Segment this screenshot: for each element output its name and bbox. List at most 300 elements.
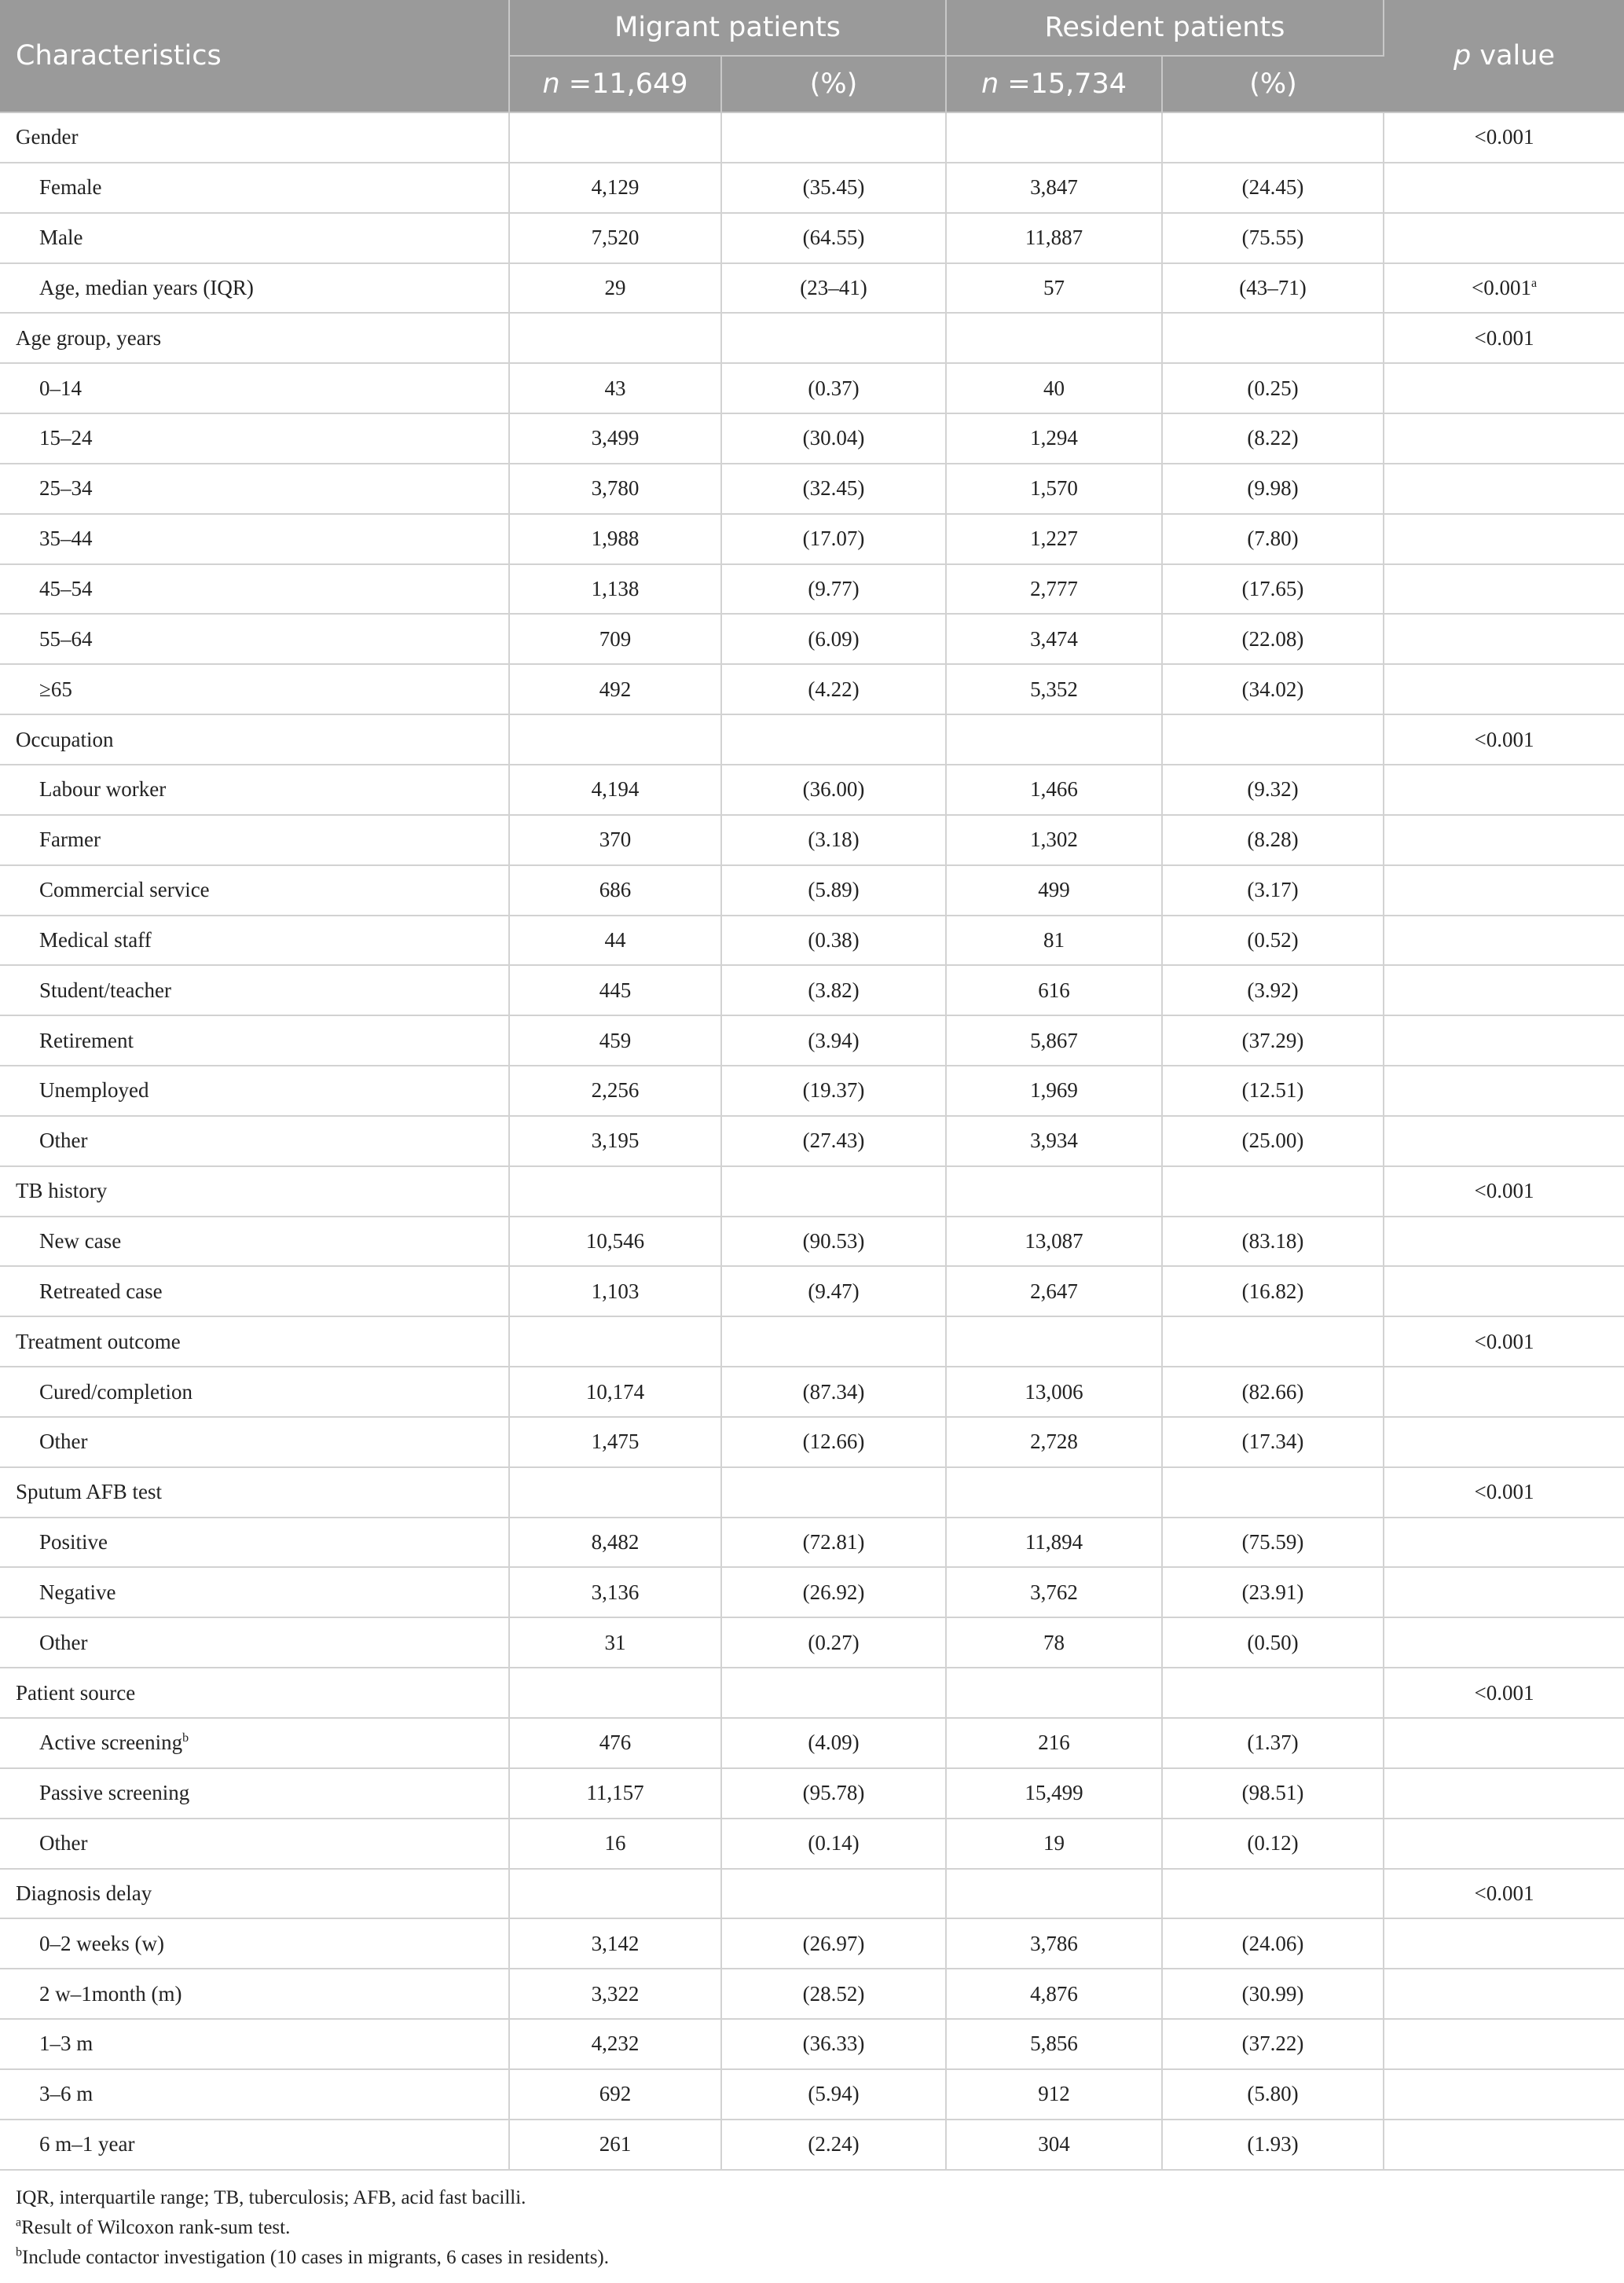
p-value-cell: <0.001 bbox=[1384, 112, 1624, 163]
migrant-n-cell bbox=[509, 1316, 721, 1367]
row-label: Age group, years bbox=[0, 313, 509, 363]
resident-pct-cell: (82.66) bbox=[1162, 1367, 1384, 1417]
row-label: Farmer bbox=[0, 815, 509, 865]
resident-n-cell: 81 bbox=[946, 916, 1162, 966]
resident-pct-cell: (37.29) bbox=[1162, 1015, 1384, 1066]
resident-n-cell: 1,570 bbox=[946, 464, 1162, 514]
resident-pct-cell bbox=[1162, 1668, 1384, 1718]
table-row bbox=[0, 865, 1624, 916]
migrant-n-cell: 4,194 bbox=[509, 765, 721, 815]
migrant-pct-cell: (0.38) bbox=[721, 916, 946, 966]
migrant-pct-cell: (26.97) bbox=[721, 1918, 946, 1969]
migrant-pct-cell: (19.37) bbox=[721, 1066, 946, 1116]
resident-n-cell bbox=[946, 112, 1162, 163]
table-row bbox=[0, 363, 1624, 413]
migrant-pct-cell: (5.94) bbox=[721, 2069, 946, 2120]
p-value-cell bbox=[1384, 2120, 1624, 2170]
p-value-cell bbox=[1384, 1066, 1624, 1116]
migrant-n-cell: 31 bbox=[509, 1617, 721, 1668]
p-value-cell bbox=[1384, 1266, 1624, 1316]
header-resident-n: n =15,734 bbox=[946, 56, 1162, 112]
p-value-cell bbox=[1384, 413, 1624, 464]
migrant-pct-cell: (3.82) bbox=[721, 965, 946, 1015]
resident-pct-cell bbox=[1162, 313, 1384, 363]
row-label: Other bbox=[0, 1617, 509, 1668]
header-migrant-n: n =11,649 bbox=[509, 56, 721, 112]
migrant-n-cell bbox=[509, 1668, 721, 1718]
migrant-n-cell: 3,136 bbox=[509, 1567, 721, 1617]
table-row bbox=[0, 263, 1624, 314]
resident-n-cell: 5,856 bbox=[946, 2019, 1162, 2069]
resident-pct-cell: (43–71) bbox=[1162, 263, 1384, 314]
migrant-pct-cell bbox=[721, 313, 946, 363]
table-group-row bbox=[0, 714, 1624, 765]
header-characteristics: Characteristics bbox=[0, 0, 509, 112]
resident-pct-cell: (75.59) bbox=[1162, 1518, 1384, 1568]
migrant-pct-cell: (35.45) bbox=[721, 163, 946, 213]
resident-n-cell: 1,227 bbox=[946, 514, 1162, 564]
row-label: Active screening$^b$ bbox=[0, 1718, 509, 1768]
migrant-n-cell: 7,520 bbox=[509, 213, 721, 263]
resident-pct-cell: (17.65) bbox=[1162, 564, 1384, 615]
resident-n-cell: 40 bbox=[946, 363, 1162, 413]
p-value-cell bbox=[1384, 363, 1624, 413]
resident-pct-cell: (16.82) bbox=[1162, 1266, 1384, 1316]
p-value-cell bbox=[1384, 514, 1624, 564]
resident-pct-cell: (24.45) bbox=[1162, 163, 1384, 213]
row-label: Cured/completion bbox=[0, 1367, 509, 1417]
row-label: Other bbox=[0, 1819, 509, 1869]
row-label: Occupation bbox=[0, 714, 509, 765]
p-value-cell bbox=[1384, 1768, 1624, 1819]
p-value-cell bbox=[1384, 765, 1624, 815]
resident-pct-cell: (8.22) bbox=[1162, 413, 1384, 464]
p-value-cell bbox=[1384, 2019, 1624, 2069]
resident-pct-cell: (5.80) bbox=[1162, 2069, 1384, 2120]
migrant-pct-cell: (9.47) bbox=[721, 1266, 946, 1316]
resident-n-cell: 11,887 bbox=[946, 213, 1162, 263]
migrant-pct-cell: (6.09) bbox=[721, 614, 946, 664]
table-row bbox=[0, 815, 1624, 865]
migrant-pct-cell: (12.66) bbox=[721, 1417, 946, 1467]
migrant-n-cell: 1,103 bbox=[509, 1266, 721, 1316]
migrant-pct-cell bbox=[721, 1668, 946, 1718]
table-row bbox=[0, 1066, 1624, 1116]
migrant-n-cell: 492 bbox=[509, 664, 721, 714]
resident-pct-cell: (1.93) bbox=[1162, 2120, 1384, 2170]
p-value-cell bbox=[1384, 1417, 1624, 1467]
migrant-n-cell bbox=[509, 1467, 721, 1518]
row-label: 2 w–1month (m) bbox=[0, 1969, 509, 2019]
migrant-n-cell: 3,322 bbox=[509, 1969, 721, 2019]
p-value-cell bbox=[1384, 564, 1624, 615]
resident-n-cell: 13,006 bbox=[946, 1367, 1162, 1417]
p-value-cell: <0.001 bbox=[1384, 313, 1624, 363]
resident-pct-cell bbox=[1162, 1869, 1384, 1919]
migrant-n-cell bbox=[509, 112, 721, 163]
migrant-n-cell bbox=[509, 313, 721, 363]
table-row bbox=[0, 1819, 1624, 1869]
migrant-pct-cell: (2.24) bbox=[721, 2120, 946, 2170]
migrant-n-cell: 16 bbox=[509, 1819, 721, 1869]
p-value-cell bbox=[1384, 1969, 1624, 2019]
row-label: Passive screening bbox=[0, 1768, 509, 1819]
resident-n-cell bbox=[946, 1668, 1162, 1718]
table-row bbox=[0, 163, 1624, 213]
resident-pct-cell: (12.51) bbox=[1162, 1066, 1384, 1116]
migrant-pct-cell: (64.55) bbox=[721, 213, 946, 263]
row-label: 0–2 weeks (w) bbox=[0, 1918, 509, 1969]
resident-pct-cell: (22.08) bbox=[1162, 614, 1384, 664]
resident-n-cell bbox=[946, 1869, 1162, 1919]
row-label: Retirement bbox=[0, 1015, 509, 1066]
migrant-n-cell: 3,195 bbox=[509, 1116, 721, 1166]
migrant-n-cell: 4,129 bbox=[509, 163, 721, 213]
migrant-n-cell: 445 bbox=[509, 965, 721, 1015]
resident-pct-cell: (30.99) bbox=[1162, 1969, 1384, 2019]
resident-pct-cell: (37.22) bbox=[1162, 2019, 1384, 2069]
migrant-pct-cell: (32.45) bbox=[721, 464, 946, 514]
table-group-row bbox=[0, 1467, 1624, 1518]
p-value-cell bbox=[1384, 865, 1624, 916]
migrant-n-cell: 709 bbox=[509, 614, 721, 664]
resident-n-cell: 304 bbox=[946, 2120, 1162, 2170]
p-value-cell bbox=[1384, 163, 1624, 213]
table-group-row bbox=[0, 1869, 1624, 1919]
p-value-cell: <0.001 bbox=[1384, 714, 1624, 765]
resident-pct-cell: (9.32) bbox=[1162, 765, 1384, 815]
resident-n-cell: 616 bbox=[946, 965, 1162, 1015]
resident-n-cell: 1,466 bbox=[946, 765, 1162, 815]
resident-n-cell: 3,762 bbox=[946, 1567, 1162, 1617]
row-label: Gender bbox=[0, 112, 509, 163]
migrant-pct-cell: (26.92) bbox=[721, 1567, 946, 1617]
p-value-cell: <0.001$^a$ bbox=[1384, 263, 1624, 314]
row-label: Patient source bbox=[0, 1668, 509, 1718]
row-label: 25–34 bbox=[0, 464, 509, 514]
migrant-n-cell: 692 bbox=[509, 2069, 721, 2120]
resident-n-cell: 216 bbox=[946, 1718, 1162, 1768]
migrant-pct-cell: (95.78) bbox=[721, 1768, 946, 1819]
migrant-n-cell: 3,780 bbox=[509, 464, 721, 514]
resident-n-cell bbox=[946, 714, 1162, 765]
migrant-pct-cell bbox=[721, 1166, 946, 1217]
resident-pct-cell: (25.00) bbox=[1162, 1116, 1384, 1166]
table-row bbox=[0, 1918, 1624, 1969]
row-label: 0–14 bbox=[0, 363, 509, 413]
migrant-n-cell: 4,232 bbox=[509, 2019, 721, 2069]
resident-pct-cell: (83.18) bbox=[1162, 1217, 1384, 1267]
resident-n-cell: 3,474 bbox=[946, 614, 1162, 664]
resident-n-cell: 3,786 bbox=[946, 1918, 1162, 1969]
migrant-pct-cell: (9.77) bbox=[721, 564, 946, 615]
table-row bbox=[0, 213, 1624, 263]
migrant-n-cell: 1,475 bbox=[509, 1417, 721, 1467]
resident-n-cell: 19 bbox=[946, 1819, 1162, 1869]
p-value-cell: <0.001 bbox=[1384, 1316, 1624, 1367]
p-value-cell bbox=[1384, 1718, 1624, 1768]
table-row bbox=[0, 2069, 1624, 2120]
resident-pct-cell bbox=[1162, 1316, 1384, 1367]
p-value-cell bbox=[1384, 2069, 1624, 2120]
resident-n-cell: 3,934 bbox=[946, 1116, 1162, 1166]
migrant-n-cell: 3,142 bbox=[509, 1918, 721, 1969]
migrant-n-cell: 476 bbox=[509, 1718, 721, 1768]
migrant-n-cell: 29 bbox=[509, 263, 721, 314]
row-label: Female bbox=[0, 163, 509, 213]
migrant-n-cell: 44 bbox=[509, 916, 721, 966]
migrant-pct-cell bbox=[721, 1467, 946, 1518]
migrant-pct-cell: (4.22) bbox=[721, 664, 946, 714]
migrant-n-cell: 370 bbox=[509, 815, 721, 865]
resident-n-cell: 1,294 bbox=[946, 413, 1162, 464]
migrant-n-cell: 261 bbox=[509, 2120, 721, 2170]
resident-pct-cell bbox=[1162, 1166, 1384, 1217]
table-row bbox=[0, 1015, 1624, 1066]
resident-pct-cell: (23.91) bbox=[1162, 1567, 1384, 1617]
migrant-pct-cell: (28.52) bbox=[721, 1969, 946, 2019]
migrant-n-cell: 8,482 bbox=[509, 1518, 721, 1568]
p-value-cell bbox=[1384, 815, 1624, 865]
p-value-cell bbox=[1384, 1116, 1624, 1166]
table-group-row bbox=[0, 1668, 1624, 1718]
resident-n-cell bbox=[946, 1316, 1162, 1367]
resident-pct-cell: (3.92) bbox=[1162, 965, 1384, 1015]
migrant-pct-cell: (5.89) bbox=[721, 865, 946, 916]
p-value-cell bbox=[1384, 1918, 1624, 1969]
table-row bbox=[0, 1266, 1624, 1316]
resident-pct-cell bbox=[1162, 1467, 1384, 1518]
resident-n-cell: 11,894 bbox=[946, 1518, 1162, 1568]
migrant-n-cell: 1,138 bbox=[509, 564, 721, 615]
header-migrant-patients: Migrant patients bbox=[509, 0, 946, 56]
row-label: Other bbox=[0, 1116, 509, 1166]
resident-pct-cell: (98.51) bbox=[1162, 1768, 1384, 1819]
row-label: Unemployed bbox=[0, 1066, 509, 1116]
resident-n-cell bbox=[946, 313, 1162, 363]
migrant-pct-cell: (0.14) bbox=[721, 1819, 946, 1869]
migrant-pct-cell: (36.00) bbox=[721, 765, 946, 815]
migrant-pct-cell bbox=[721, 1869, 946, 1919]
migrant-n-cell: 10,174 bbox=[509, 1367, 721, 1417]
row-label: 6 m–1 year bbox=[0, 2120, 509, 2170]
p-value-cell bbox=[1384, 464, 1624, 514]
resident-pct-cell: (0.12) bbox=[1162, 1819, 1384, 1869]
p-value-cell bbox=[1384, 664, 1624, 714]
table-row bbox=[0, 916, 1624, 966]
row-label: Retreated case bbox=[0, 1266, 509, 1316]
row-label: Student/teacher bbox=[0, 965, 509, 1015]
resident-pct-cell bbox=[1162, 714, 1384, 765]
resident-pct-cell: (0.25) bbox=[1162, 363, 1384, 413]
table-row bbox=[0, 564, 1624, 615]
resident-pct-cell: (0.50) bbox=[1162, 1617, 1384, 1668]
p-value-cell: <0.001 bbox=[1384, 1668, 1624, 1718]
table-row bbox=[0, 1518, 1624, 1568]
table-row bbox=[0, 1217, 1624, 1267]
row-label: ≥65 bbox=[0, 664, 509, 714]
resident-pct-cell: (75.55) bbox=[1162, 213, 1384, 263]
migrant-pct-cell: (30.04) bbox=[721, 413, 946, 464]
row-label: Diagnosis delay bbox=[0, 1869, 509, 1919]
migrant-n-cell bbox=[509, 714, 721, 765]
resident-pct-cell: (8.28) bbox=[1162, 815, 1384, 865]
migrant-pct-cell: (0.27) bbox=[721, 1617, 946, 1668]
header-resident-pct: (%) bbox=[1162, 56, 1384, 112]
migrant-pct-cell: (27.43) bbox=[721, 1116, 946, 1166]
resident-n-cell: 78 bbox=[946, 1617, 1162, 1668]
table-row bbox=[0, 1417, 1624, 1467]
migrant-pct-cell: (0.37) bbox=[721, 363, 946, 413]
row-label: 1–3 m bbox=[0, 2019, 509, 2069]
migrant-n-cell: 10,546 bbox=[509, 1217, 721, 1267]
row-label: 55–64 bbox=[0, 614, 509, 664]
migrant-pct-cell bbox=[721, 112, 946, 163]
resident-n-cell: 4,876 bbox=[946, 1969, 1162, 2019]
table-row bbox=[0, 1969, 1624, 2019]
p-value-cell: <0.001 bbox=[1384, 1869, 1624, 1919]
migrant-pct-cell bbox=[721, 714, 946, 765]
migrant-n-cell: 2,256 bbox=[509, 1066, 721, 1116]
resident-n-cell: 912 bbox=[946, 2069, 1162, 2120]
table-group-row bbox=[0, 112, 1624, 163]
p-value-cell: <0.001 bbox=[1384, 1166, 1624, 1217]
resident-pct-cell: (7.80) bbox=[1162, 514, 1384, 564]
p-value-cell bbox=[1384, 213, 1624, 263]
footnote-abbreviations: IQR, interquartile range; TB, tuberculosis; AFB, acid fast bacilli. bbox=[16, 2187, 526, 2208]
p-value-cell bbox=[1384, 965, 1624, 1015]
resident-pct-cell: (9.98) bbox=[1162, 464, 1384, 514]
p-value-cell bbox=[1384, 1518, 1624, 1568]
resident-n-cell: 15,499 bbox=[946, 1768, 1162, 1819]
resident-n-cell bbox=[946, 1467, 1162, 1518]
resident-n-cell: 2,647 bbox=[946, 1266, 1162, 1316]
resident-pct-cell: (0.52) bbox=[1162, 916, 1384, 966]
migrant-n-cell: 459 bbox=[509, 1015, 721, 1066]
migrant-pct-cell: (23–41) bbox=[721, 263, 946, 314]
table-row bbox=[0, 464, 1624, 514]
header-p-value: p value bbox=[1384, 0, 1624, 112]
header-resident-patients: Resident patients bbox=[946, 0, 1384, 56]
row-label: Positive bbox=[0, 1518, 509, 1568]
table-row bbox=[0, 2019, 1624, 2069]
row-label: Commercial service bbox=[0, 865, 509, 916]
table-row bbox=[0, 2120, 1624, 2170]
resident-n-cell: 5,867 bbox=[946, 1015, 1162, 1066]
p-value-cell bbox=[1384, 1217, 1624, 1267]
resident-n-cell: 2,777 bbox=[946, 564, 1162, 615]
migrant-pct-cell: (3.18) bbox=[721, 815, 946, 865]
migrant-pct-cell: (72.81) bbox=[721, 1518, 946, 1568]
resident-pct-cell: (3.17) bbox=[1162, 865, 1384, 916]
table-footnotes bbox=[16, 2183, 609, 2273]
resident-n-cell: 57 bbox=[946, 263, 1162, 314]
row-label: Age, median years (IQR) bbox=[0, 263, 509, 314]
table-row bbox=[0, 1718, 1624, 1768]
migrant-n-cell: 43 bbox=[509, 363, 721, 413]
row-label: Other bbox=[0, 1417, 509, 1467]
migrant-n-cell bbox=[509, 1166, 721, 1217]
migrant-pct-cell: (4.09) bbox=[721, 1718, 946, 1768]
migrant-pct-cell bbox=[721, 1316, 946, 1367]
resident-n-cell: 3,847 bbox=[946, 163, 1162, 213]
table-row bbox=[0, 413, 1624, 464]
resident-n-cell: 1,969 bbox=[946, 1066, 1162, 1116]
footnote-a: $^a$Result of Wilcoxon rank-sum test. bbox=[16, 2215, 291, 2238]
migrant-n-cell bbox=[509, 1869, 721, 1919]
row-label: Medical staff bbox=[0, 916, 509, 966]
footnote-b: $^b$Include contactor investigation (10 cases in migrants, 6 cases in residents). bbox=[16, 2245, 610, 2268]
migrant-n-cell: 1,988 bbox=[509, 514, 721, 564]
row-label: 45–54 bbox=[0, 564, 509, 615]
p-value-cell bbox=[1384, 1617, 1624, 1668]
row-label: Negative bbox=[0, 1567, 509, 1617]
resident-n-cell: 13,087 bbox=[946, 1217, 1162, 1267]
row-label: Male bbox=[0, 213, 509, 263]
table-row bbox=[0, 1367, 1624, 1417]
migrant-pct-cell: (90.53) bbox=[721, 1217, 946, 1267]
header-migrant-pct: (%) bbox=[721, 56, 946, 112]
p-value-cell bbox=[1384, 1367, 1624, 1417]
table-row bbox=[0, 765, 1624, 815]
migrant-pct-cell: (3.94) bbox=[721, 1015, 946, 1066]
table-row bbox=[0, 1768, 1624, 1819]
migrant-n-cell: 686 bbox=[509, 865, 721, 916]
migrant-pct-cell: (36.33) bbox=[721, 2019, 946, 2069]
resident-pct-cell: (24.06) bbox=[1162, 1918, 1384, 1969]
resident-n-cell: 5,352 bbox=[946, 664, 1162, 714]
migrant-n-cell: 11,157 bbox=[509, 1768, 721, 1819]
table-group-row bbox=[0, 1316, 1624, 1367]
migrant-pct-cell: (87.34) bbox=[721, 1367, 946, 1417]
resident-n-cell: 499 bbox=[946, 865, 1162, 916]
resident-n-cell bbox=[946, 1166, 1162, 1217]
table-row bbox=[0, 1567, 1624, 1617]
table-group-row bbox=[0, 313, 1624, 363]
row-label: 15–24 bbox=[0, 413, 509, 464]
p-value-cell bbox=[1384, 1567, 1624, 1617]
row-label: Sputum AFB test bbox=[0, 1467, 509, 1518]
table-header bbox=[0, 0, 1624, 112]
row-label: Labour worker bbox=[0, 765, 509, 815]
resident-n-cell: 1,302 bbox=[946, 815, 1162, 865]
resident-pct-cell: (34.02) bbox=[1162, 664, 1384, 714]
p-value-cell bbox=[1384, 916, 1624, 966]
table-body bbox=[0, 112, 1624, 2170]
migrant-n-cell: 3,499 bbox=[509, 413, 721, 464]
table-row bbox=[0, 965, 1624, 1015]
table-row bbox=[0, 614, 1624, 664]
resident-pct-cell: (1.37) bbox=[1162, 1718, 1384, 1768]
p-value-cell bbox=[1384, 1819, 1624, 1869]
row-label: 3–6 m bbox=[0, 2069, 509, 2120]
row-label: 35–44 bbox=[0, 514, 509, 564]
p-value-cell bbox=[1384, 1015, 1624, 1066]
table-row bbox=[0, 664, 1624, 714]
table-group-row bbox=[0, 1166, 1624, 1217]
resident-n-cell: 2,728 bbox=[946, 1417, 1162, 1467]
table-row bbox=[0, 1617, 1624, 1668]
migrant-pct-cell: (17.07) bbox=[721, 514, 946, 564]
p-value-cell bbox=[1384, 614, 1624, 664]
resident-pct-cell bbox=[1162, 112, 1384, 163]
p-value-cell: <0.001 bbox=[1384, 1467, 1624, 1518]
table-row bbox=[0, 1116, 1624, 1166]
resident-pct-cell: (17.34) bbox=[1162, 1417, 1384, 1467]
row-label: Treatment outcome bbox=[0, 1316, 509, 1367]
row-label: New case bbox=[0, 1217, 509, 1267]
table-row bbox=[0, 514, 1624, 564]
